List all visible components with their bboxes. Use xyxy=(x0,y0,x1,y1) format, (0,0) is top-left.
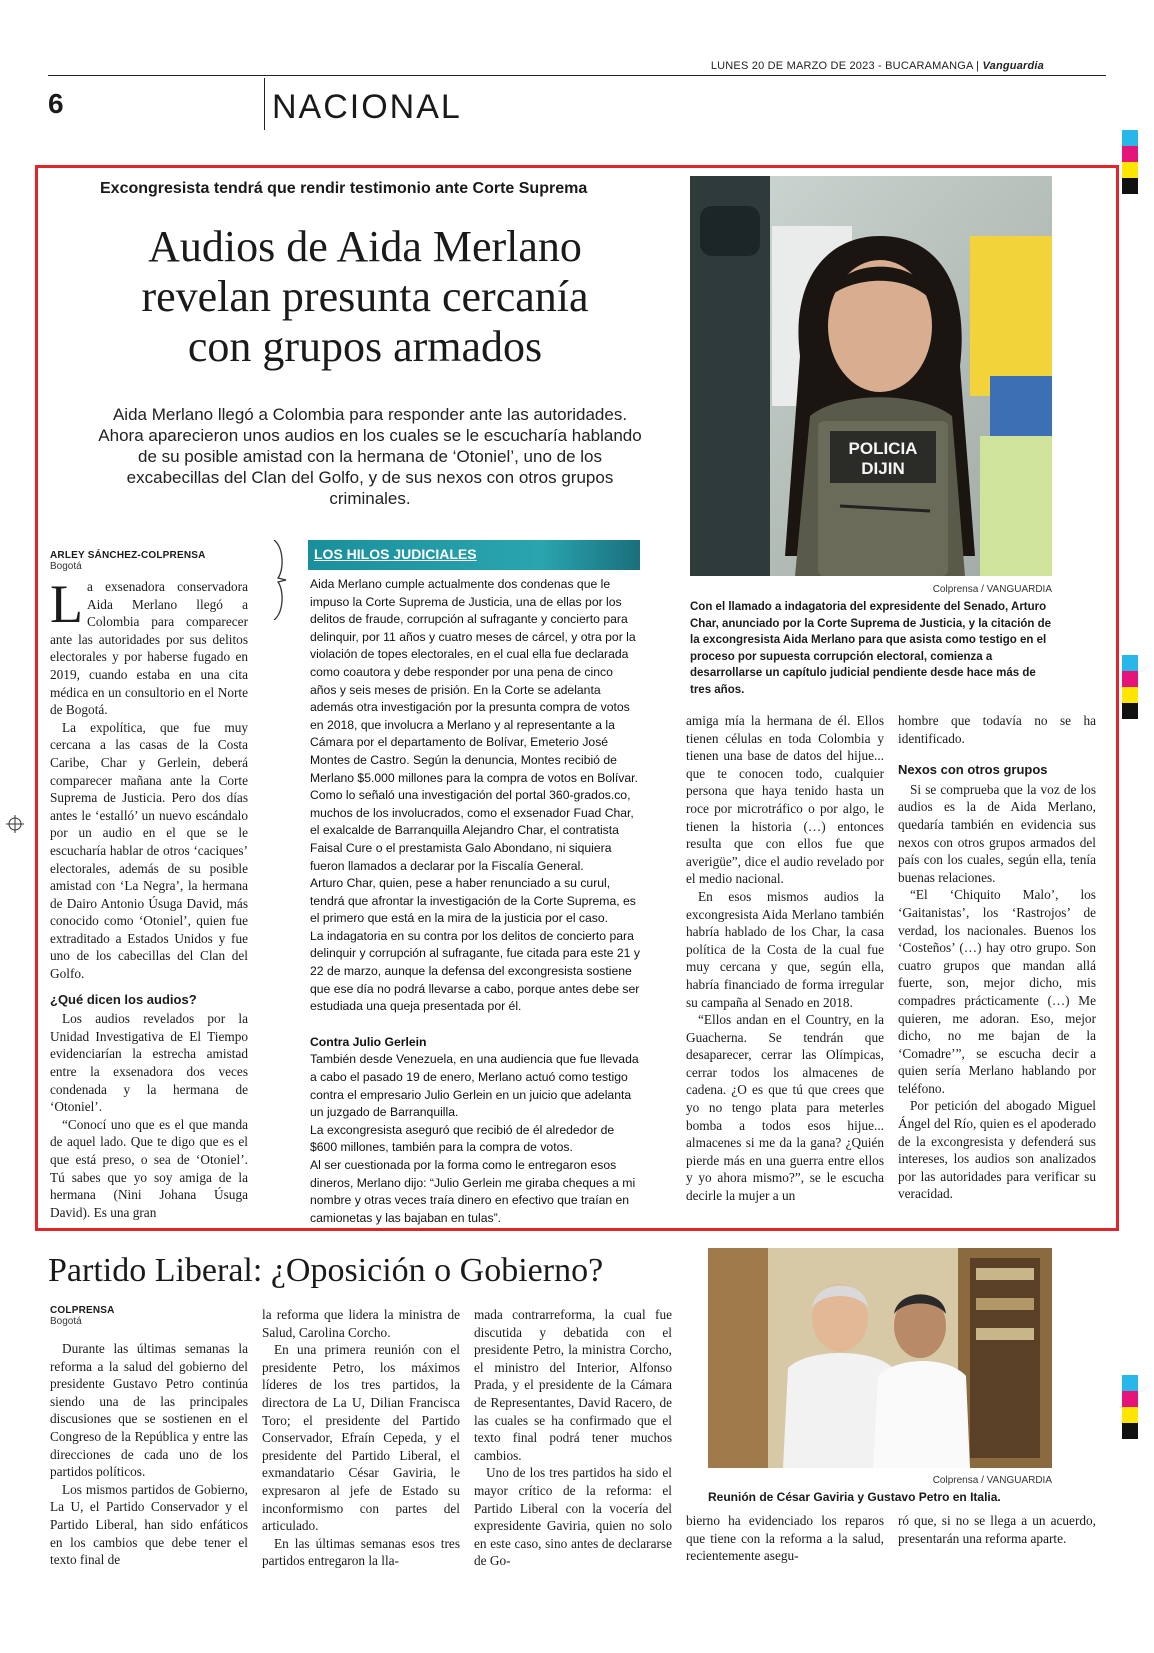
brand-logo: Vanguardia xyxy=(982,60,1044,72)
crosshair-icon xyxy=(6,815,24,833)
dateline: LUNES 20 DE MARZO DE 2023 - BUCARAMANGA | Vanguardia xyxy=(710,60,1044,72)
header-rule xyxy=(48,75,1106,76)
sidebar-body: Aida Merlano cumple actualmente dos condenas que le impuso la Corte Suprema de Justicia, una de ellas por los delitos de fraude, corrupción al sufragante y concierto para delinquir, por 11 años y cuatro meses de cárcel, y otra por la violación de topes electorales, en el cual ella fue declarada como coautora y debe responder por una pena de cinco años y seis meses de prisión. En la Corte se adelanta además otra investigación por la presunta compra de votos en 2018, que involucra a Merlano y al representante a la Cámara por el departamento de Bolívar, Emeterio José Montes de Castro. Según la denuncia, Montes recibió de Merlano $5.000 millones para la compra de votos en Bolívar. Como lo señaló una investigación del portal 360-grados.co, muchos de los involucrados, como el exsenador Fuad Char, el exalcalde de Barranquilla Alejandro Char, el contratista Faisal Cure o el prestamista Galo Abondano, ni siquiera fueron llamados a declarar por la Fiscalía General. Arturo Char, quien, pese a haber renunciado a su curul, tendrá que afrontar la investigación de la Corte Suprema, es el primero que está en la mira de la justicia por el caso. La indagatoria en su contra por los delitos de concierto para delinquir y corrupción al sufragante, fue citada para este 21 y 22 de marzo, aunque la defensa del excongresista sostiene que ese día no podrá llevarse a cabo, porque antes debe ser estudiada una queja presentada por él. Contra Julio Gerlein También desde Venezuela, en una audiencia que fue llevada a cabo el pasado 19 de enero, Merlano actuó como testigo contra el empresario Julio Gerlein en un juicio que adelanta un juzgado de Barranquilla. La excongresista aseguró que recibió de él alrededor de $600 millones, también para la compra de votos. Al ser cuestionada por la forma como le entregaron esos dineros, Merlano dijo: “Julio Gerlein me giraba cheques a mi nombre y otras veces traía dinero en efectivo que traían en camionetas y las bajaban en tulas”. xyxy=(310,577,640,1225)
article2-column-1: Durante las últimas semanas la reforma a la salud del gobierno del presidente Gustavo Petro continúa siendo una de las principales discusiones que se sostienen en el Congreso de la República y entre las direcciones de cada uno de los partidos políticos. Los mismos partidos de Gobierno, La U, el Partido Conservador y el Partido Liberal, han sido enfáticos en los cambios que debe tener el texto final de xyxy=(50,1341,248,1568)
sidebar-header: LOS HILOS JUDICIALES xyxy=(308,540,640,570)
registration-marks-1 xyxy=(1122,130,1138,194)
photo-aida-merlano xyxy=(690,176,1052,576)
registration-marks-2 xyxy=(1122,655,1138,719)
section-divider xyxy=(264,78,265,130)
article-place: Bogotá xyxy=(50,561,82,572)
vest-text-dijin: DIJIN xyxy=(861,459,905,478)
article2-column-2: la reforma que lidera la ministra de Salud, Carolina Corcho. En una primera reunión con el presidente Petro, los máximos líderes de los tres partidos, la directora de La U, Dilian Francisca Toro; el presidente del Partido Conservador, Efraín Cepeda, y el presidente del Partido Liberal, el exmandatario César Gaviria, le expresaron al jefe de Estado su inconformismo con partes del articulado. En las últimas semanas esos tres partidos entregaron la lla- xyxy=(262,1307,460,1569)
column-3: amiga mía la hermana de él. Ellos tienen células en toda Colombia y tienen una base de datos del hijue... que te conocen todo, cualquier persona que haya tenido hasta un roce por microtráfico o por algo, le tienen la historia (…) entonces resulta que con ellos fue que averigüe”, dice el audio revelado por el medio nacional. En esos mismos audios la excongresista Aida Merlano también habría hablado de los Char, la casa política de la Costa de la cual fue muy cercana y que, según ella, habría financiado de forma irregular su campaña al Senado en 2018. “Ellos andan en el Country, en la Guacherna. Se tendrán que desaparecer, cerrar las Olímpicas, cerrar todos los almacenes de cadena. ¿O es que tú que crees que yo no tengo plata para meterles bomba a todos esos hijue... almacenes si me da la gana? ¿Quién pierde más en una guerra entre ellos y yo ahora mismo?”, se le escucha decirle la mujer a un xyxy=(686,713,884,1204)
article-kicker: Excongresista tendrá que rendir testimonio ante Corte Suprema xyxy=(100,180,588,197)
brace-ornament xyxy=(270,540,292,620)
article-byline: ARLEY SÁNCHEZ-COLPRENSA Bogotá xyxy=(50,550,250,572)
article-lead: Aida Merlano llegó a Colombia para responder ante las autoridades. Ahora aparecieron unos audios en los cuales se le escucharía hablando de su posible amistad con la hermana de ‘Otoniel’, uno de los excabecillas del Clan del Golfo, y de sus nexos con otros grupos criminales. xyxy=(98,405,642,508)
article2-column-5: ró que, si no se llega a un acuerdo, presentarán una reforma aparte. xyxy=(898,1513,1096,1546)
article2-column-3: mada contrarreforma, la cual fue discutida y debatida con el presidente Petro, la ministra Corcho, el ministro del Interior, Alfonso Prada, y el presidente de la Cámara de Representantes, David Racero, de las cuales se ha confirmado que el texto final podrá tener muchos cambios. Uno de los tres partidos ha sido el mayor crítico de la reforma: el Partido Liberal con la vocería del expresidente Gaviria, quien no solo en este caso, sino antes de declararse de Go- xyxy=(474,1307,672,1569)
photo-credit: Colprensa / VANGUARDIA xyxy=(932,584,1052,595)
section-title: NACIONAL xyxy=(272,88,462,126)
photo-gaviria-petro xyxy=(708,1248,1052,1468)
article-headline: Audios de Aida Merlano revelan presunta cercanía con grupos armados xyxy=(141,222,589,371)
column-4: hombre que todavía no se ha identificado. Nexos con otros grupos Si se comprueba que la voz de los audios es la de Aida Merlano, quedaría también en evidencia sus nexos con otros grupos armados del país con los cuales, según ella, tenía buenas relaciones. “El ‘Chiquito Malo’, los ‘Gaitanistas’, los ‘Rastrojos’ de verdad, los nacionales. Buenos los ‘Costeños’ (…) hay otro grupo. Son cuatro grupos que mandan allá fuerte, son, mejor dicho, mis compadres prácticamente (…) Me quieren, me adoran. Eso, mejor dicho, no me bajan de la ‘Comadre’”, se escucha decir a quien sería Merlano hablando por teléfono. Por petición del abogado Miguel Ángel del Río, quien es el apoderado de la excongresista y defenderá sus intereses, los audios son analizados por las autoridades para verificar su veracidad. xyxy=(898,713,1096,1202)
sidebar-subhead: Contra Julio Gerlein xyxy=(310,1034,427,1049)
column-1: La exsenadora conservadora Aida Merlano llegó a Colombia para comparecer ante las autoridades por sus delitos electorales y por haberse fugado en 2019, cuando estaba en una cita médica en un consultorio en el Norte de Bogotá. La expolítica, que fue muy cercana a las casas de la Costa Caribe, Char y Gerlein, deberá comparecer mañana ante la Corte Suprema de Justicia. Pero dos días antes le ‘estalló’ un nuevo escándalo por un audio en el que se le escucharía hablar de otros ‘caciques’ electorales, además de su posible amistad con ‘La Negra’, la hermana de Dairo Antonio Úsuga David, más conocido como ‘Otoniel’, quien fue extraditado a Estados Unidos y fue uno de los cabecillas del Clan del Golfo. ¿Qué dicen los audios? Los audios revelados por la Unidad Investigativa de El Tiempo evidenciarían la estrecha amistad entre la exsenadora dos veces condenada y la hermana de ‘Otoniel’. “Conocí uno que es el que manda de aquel lado. Que te digo que es el que está preso, o sea de ‘Otoniel’. Tú sabes que yo soy amiga de la hermana (Nini Johana Úsuga David). Es una gran xyxy=(50,574,248,1220)
article2-byline: COLPRENSA Bogotá xyxy=(50,1305,250,1327)
dropcap: L xyxy=(50,574,83,634)
registration-marks-3 xyxy=(1122,1375,1138,1439)
photo2-caption: Reunión de César Gaviria y Gustavo Petro en Italia. xyxy=(708,1490,1001,1504)
article2-column-4: bierno ha evidenciado los reparos que tiene con la reforma a la salud, recientemente asegu- xyxy=(686,1513,884,1564)
photo2-credit: Colprensa / VANGUARDIA xyxy=(932,1475,1052,1486)
subhead-que-dicen: ¿Qué dicen los audios? xyxy=(50,991,197,1007)
article2-place: Bogotá xyxy=(50,1316,82,1327)
photo-caption: Con el llamado a indagatoria del expresidente del Senado, Arturo Char, anunciado por la Corte Suprema de Justicia, y la citación de la excongresista Aida Merlano para que asista como testigo en el proceso por supuesta corrupción electoral, comienza a desarrollarse un capítulo judicial pendiente desde hace más de tres años. xyxy=(690,601,1052,696)
subhead-nexos: Nexos con otros grupos xyxy=(898,762,1048,778)
page-number: 6 xyxy=(48,88,64,119)
vest-text-policia: POLICIA xyxy=(848,439,918,458)
article2-headline: Partido Liberal: ¿Oposición o Gobierno? xyxy=(48,1252,604,1289)
